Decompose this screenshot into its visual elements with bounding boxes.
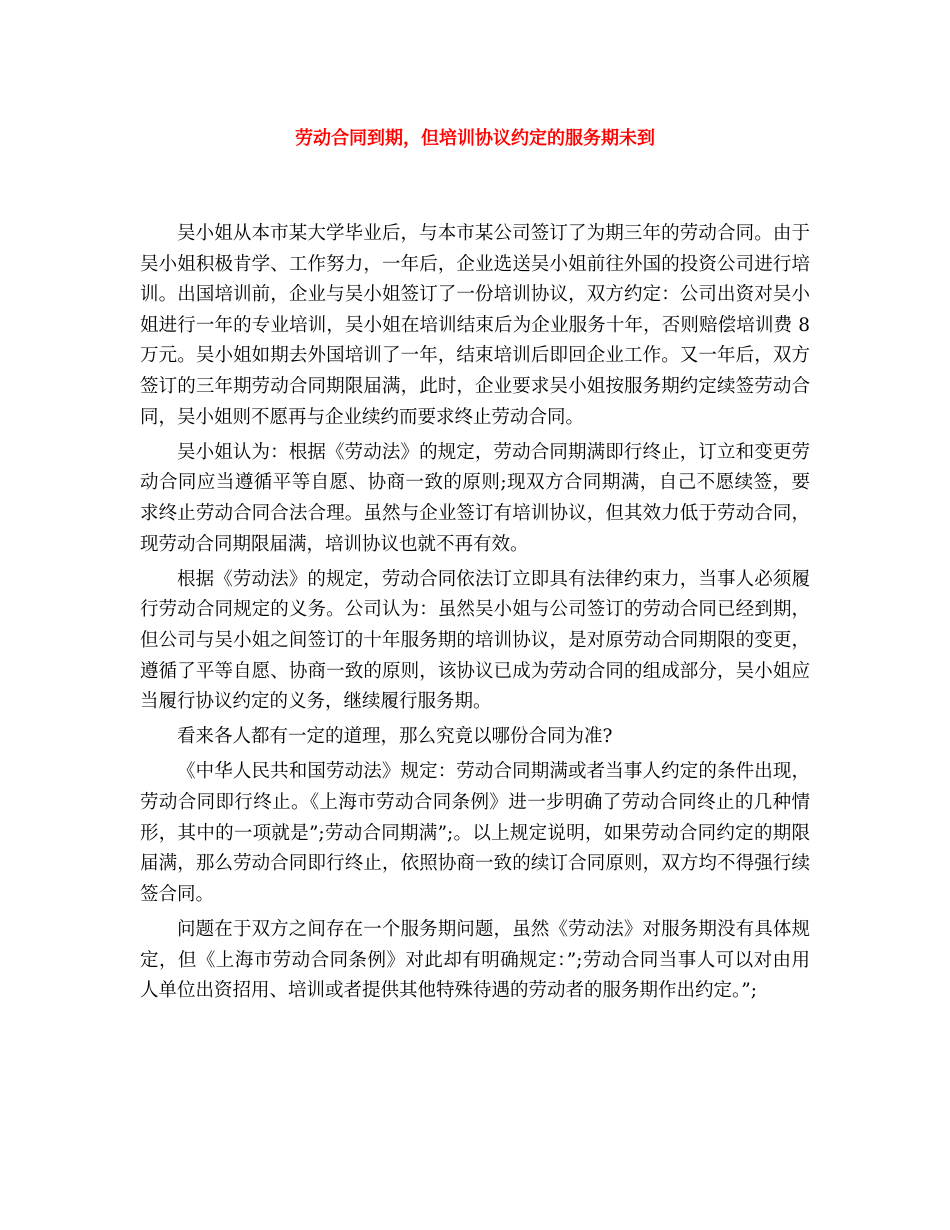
document-body [140, 219, 810, 1007]
document-title: 劳动合同到期，但培训协议约定的服务期未到 [295, 128, 655, 149]
paragraph-2: 吴小姐认为：根据《劳动法》的规定，劳动合同期满即行终止，订立和变更劳动合同应当遵循平等自愿、协商一致的原则;现双方合同期满，自己不愿续签，要求终止劳动合同合法合理。虽然与企业签订有培训协议，但其效力低于劳动合同，现劳动合同期限届满，培训协议也就不再有效。 [140, 441, 810, 555]
paragraph-6: 问题在于双方之间存在一个服务期问题，虽然《劳动法》对服务期没有具体规定，但《上海市劳动合同条例》对此却有明确规定：”;劳动合同当事人可以对由用人单位出资招用、培训或者提供其他特殊待遇的劳动者的服务期作出约定。”; [140, 919, 810, 1002]
paragraph-5: 《中华人民共和国劳动法》规定：劳动合同期满或者当事人约定的条件出现，劳动合同即行终止。《上海市劳动合同条例》进一步明确了劳动合同终止的几种情形，其中的一项就是”;劳动合同期满”;。以上规定说明，如果劳动合同约定的期限届满，那么劳动合同即行终止，依照协商一致的续订合同原则，双方均不得强行续签合同。 [140, 761, 810, 905]
paragraph-3: 根据《劳动法》的规定，劳动合同依法订立即具有法律约束力，当事人必须履行劳动合同规定的义务。公司认为：虽然吴小姐与公司签订的劳动合同已经到期，但公司与吴小姐之间签订的十年服务期的培训协议，是对原劳动合同期限的变更，遵循了平等自愿、协商一致的原则，该协议已成为劳动合同的组成部分，吴小姐应当履行协议约定的义务，继续履行服务期。 [140, 568, 810, 713]
paragraph-4: 看来各人都有一定的道理，那么究竟以哪份合同为准? [177, 726, 613, 748]
paragraph-1: 吴小姐从本市某大学毕业后，与本市某公司签订了为期三年的劳动合同。由于吴小姐积极肯学、工作努力，一年后，企业选送吴小姐前往外国的投资公司进行培训。出国培训前，企业与吴小姐签订了一份培训协议，双方约定：公司出资对吴小姐进行一年的专业培训，吴小姐在培训结束后为企业服务十年，否则赔偿培训费 8 万元。吴小姐如期去外国培训了一年，结束培训后即回企业工作。又一年后，双方签订的三年期劳动合同期限届满，此时，企业要求吴小姐按服务期约定续签劳动合同，吴小姐则不愿再与企业续约而要求终止劳动合同。 [140, 223, 810, 428]
